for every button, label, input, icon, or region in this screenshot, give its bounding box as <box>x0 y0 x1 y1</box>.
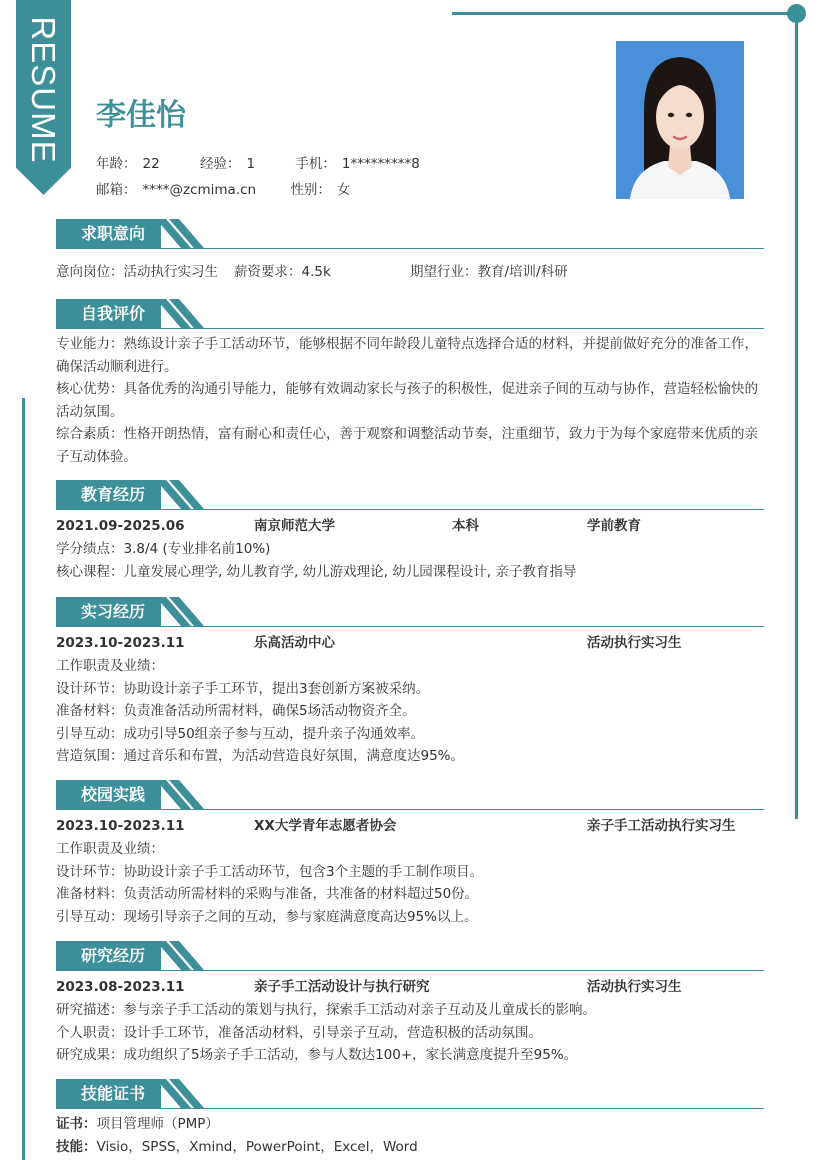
research-detail-line: 研究成果：成功组织了5场亲子手工活动，参与人数达100+，家长满意度提升至95%。 <box>56 1047 578 1063</box>
intern-org: 乐高活动中心 <box>254 635 335 651</box>
intern-date: 2023.10-2023.11 <box>56 635 185 651</box>
section-header <box>56 779 764 810</box>
email-value: ****@zcmima.cn <box>142 182 257 198</box>
research-header-row <box>56 975 764 999</box>
stripe-decor-icon <box>156 299 206 328</box>
intern-detail-line: 准备材料：负责准备活动所需材料，确保5场活动物资齐全。 <box>56 703 416 719</box>
stripe-decor-icon <box>156 1079 206 1108</box>
campus-header-row <box>56 814 764 838</box>
edu-detail-line: 核心课程：儿童发展心理学, 幼儿教育学, 幼儿游戏理论, 幼儿园课程设计, 亲子教育指导 <box>56 563 577 580</box>
phone-value: 1*********8 <box>341 156 420 172</box>
skill-label: 技能： <box>56 1138 97 1155</box>
intern-role: 活动执行实习生 <box>587 635 682 651</box>
campus-detail-line: 设计环节：协助设计亲子手工活动环节，包含3个主题的手工制作项目。 <box>56 863 484 880</box>
research-role: 活动执行实习生 <box>587 979 682 995</box>
self-eval-body <box>56 333 764 468</box>
section-title: 校园实践 <box>56 780 161 809</box>
campus-org: XX大学青年志愿者协会 <box>254 818 397 834</box>
section-header <box>56 940 764 971</box>
info-row-2 <box>96 178 356 198</box>
campus-detail-line: 准备材料：负责活动所需材料的采购与准备，共准备的材料超过50份。 <box>56 886 479 902</box>
cert-label: 证书： <box>56 1116 97 1132</box>
intern-detail-line: 营造氛围：通过音乐和布置，为活动营造良好氛围，满意度达95%。 <box>56 748 465 764</box>
intent-position: 意向岗位：活动执行实习生 <box>56 264 218 280</box>
stripe-decor-icon <box>156 780 206 809</box>
resume-ribbon-text: RESUME <box>25 16 62 164</box>
research-date: 2023.08-2023.11 <box>56 979 185 995</box>
intern-detail-line: 设计环节：协助设计亲子手工环节，提出3套创新方案被采纳。 <box>56 680 430 697</box>
campus-role: 亲子手工活动执行实习生 <box>587 818 736 834</box>
self-eval-paragraph: 专业能力：熟练设计亲子手工活动环节，能够根据不同年龄段儿童特点选择合适的材料，并提前做好充分的准备工作，确保活动顺利进行。 <box>56 336 758 375</box>
exp-value: 1 <box>246 156 256 172</box>
section-research <box>56 940 764 1067</box>
section-header <box>56 218 764 249</box>
section-internship <box>56 596 764 768</box>
skill-line <box>56 1136 764 1159</box>
section-self-evaluation <box>56 298 764 468</box>
info-row-1 <box>96 152 426 172</box>
section-education <box>56 479 764 583</box>
age-label: 年龄： <box>96 156 137 172</box>
section-header <box>56 479 764 510</box>
campus-detail-line: 引导互动：现场引导亲子之间的互动，参与家庭满意度高达95%以上。 <box>56 908 478 925</box>
section-title: 研究经历 <box>56 941 161 970</box>
self-eval-paragraph: 综合素质：性格开朗热情，富有耐心和责任心，善于观察和调整活动节奏，注重细节，致力于为每个家庭带来优质的亲子互动体验。 <box>56 426 758 465</box>
phone-label: 手机： <box>295 156 336 172</box>
section-title: 技能证书 <box>56 1079 161 1108</box>
section-title: 实习经历 <box>56 597 161 626</box>
edu-school: 南京师范大学 <box>254 518 335 534</box>
section-title: 教育经历 <box>56 480 161 509</box>
intern-detail-line: 工作职责及业绩： <box>56 658 164 674</box>
intern-header-row <box>56 631 764 655</box>
section-header <box>56 298 764 329</box>
stripe-decor-icon <box>156 219 206 248</box>
portrait-illustration <box>616 41 744 199</box>
edu-detail-line: 学分绩点：3.8/4 (专业排名前10%) <box>56 541 271 557</box>
section-header <box>56 596 764 627</box>
cert-line <box>56 1113 764 1136</box>
intent-salary: 薪资要求：4.5k <box>234 264 331 280</box>
right-decor-line <box>795 14 798 819</box>
edu-date: 2021.09-2025.06 <box>56 518 185 534</box>
intern-detail-line: 引导互动：成功引导50组亲子参与互动，提升亲子沟通效率。 <box>56 725 425 742</box>
stripe-decor-icon <box>156 597 206 626</box>
section-job-intent <box>56 218 764 284</box>
edu-header-row <box>56 514 764 538</box>
cert-value: 项目管理师（PMP） <box>96 1116 219 1132</box>
gender-value: 女 <box>336 182 351 198</box>
age-value: 22 <box>142 156 160 172</box>
research-topic: 亲子手工活动设计与执行研究 <box>254 979 430 995</box>
candidate-name: 李佳怡 <box>96 98 186 133</box>
section-title: 自我评价 <box>56 299 161 328</box>
profile-photo <box>616 41 744 199</box>
exp-label: 经验： <box>199 156 241 172</box>
self-eval-paragraph: 核心优势：具备优秀的沟通引导能力，能够有效调动家长与孩子的积极性，促进亲子间的互动与协作，营造轻松愉快的活动氛围。 <box>56 381 758 420</box>
edu-major: 学前教育 <box>587 518 641 534</box>
left-decor-line <box>22 398 25 1160</box>
research-detail-line: 个人职责：设计手工环节，准备活动材料，引导亲子互动，营造积极的活动氛围。 <box>56 1024 542 1041</box>
section-skills <box>56 1078 764 1158</box>
research-detail-line: 研究描述：参与亲子手工活动的策划与执行，探索手工活动对亲子互动及儿童成长的影响。 <box>56 1002 596 1018</box>
section-header <box>56 1078 764 1109</box>
section-campus-practice <box>56 779 764 928</box>
section-title: 求职意向 <box>56 219 161 248</box>
stripe-decor-icon <box>156 480 206 509</box>
intent-industry: 期望行业：教育/培训/科研 <box>410 264 568 280</box>
email-label: 邮箱： <box>96 182 137 198</box>
gender-label: 性别： <box>290 182 331 198</box>
edu-degree: 本科 <box>452 518 479 534</box>
top-decor-line <box>452 12 797 15</box>
campus-date: 2023.10-2023.11 <box>56 818 185 834</box>
intent-row <box>56 260 764 284</box>
skill-value: Visio，SPSS，Xmind，PowerPoint，Excel，Word <box>96 1138 418 1155</box>
campus-detail-line: 工作职责及业绩： <box>56 841 164 857</box>
stripe-decor-icon <box>156 941 206 970</box>
